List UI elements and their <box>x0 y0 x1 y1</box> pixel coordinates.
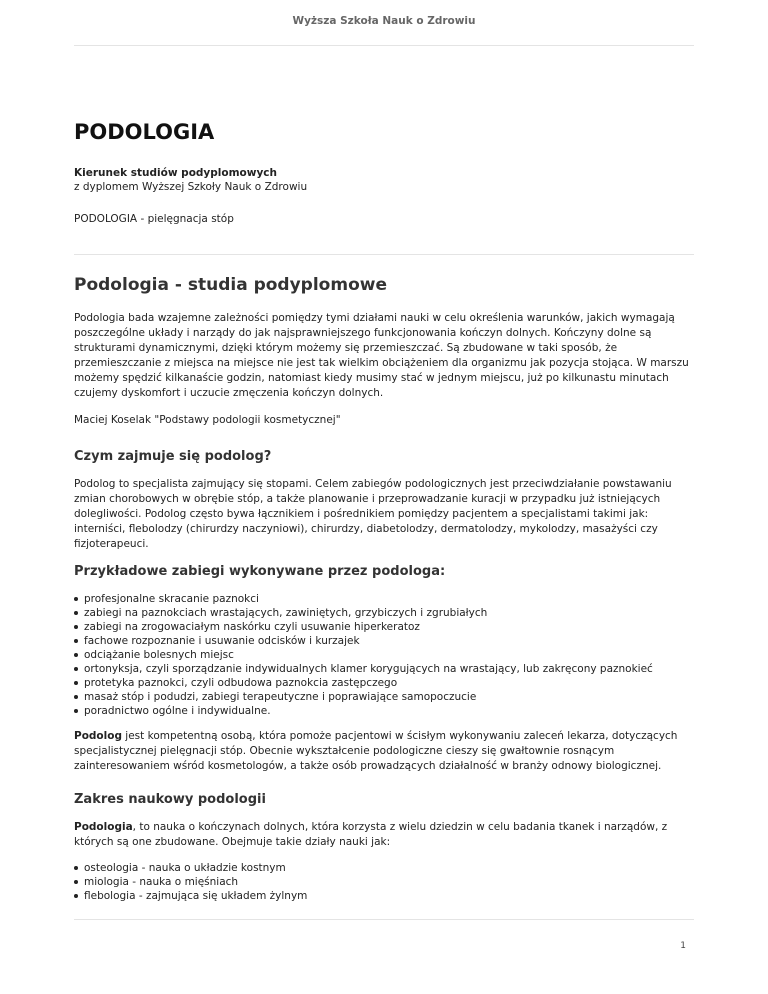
bullet-icon <box>74 625 78 629</box>
list-item: zabiegi na zrogowaciałym naskórku czyli usuwanie hiperkeratoz <box>74 620 694 634</box>
podolog-description: jest kompetentną osobą, która pomoże pacjentowi w ścisłym wykonywaniu zaleceń lekarza, dotyczących specjalistycznej pielęgnacji stóp. Obecnie wykształcenie podologiczne cieszy się gwałtownie rosnącym zainteresowaniem wśród kosmetologów, a także osób prowadzących działalność w branży odnowy biologicznej. <box>74 730 678 772</box>
page-title: PODOLOGIA <box>74 120 215 144</box>
intro-paragraph: Podologia bada wzajemne zależności pomiędzy tymi działami nauki w celu określenia warunków, jakich wymagają poszczególne układy i narządy do jak najsprawniejszego funkcjonowania kończyn dolnych. Kończyny dolne są strukturami dynamicznymi, dzięki którym możemy się przemieszczać. Są zbudowane w taki sposób, że przemieszczanie z miejsca na miejsce nie jest tak wielkim obciążeniem dla organizmu jak pozycja stojąca. W marszu możemy spędzić kilkanaście godzin, natomiast kiedy musimy stać w jednym miejscu, już po kilkunastu minutach czujemy dyskomfort i uczucie zmęczenia kończyn dolnych. <box>74 312 689 399</box>
list-item: masaż stóp i podudzi, zabiegi terapeutyczne i poprawiające samopoczucie <box>74 690 694 704</box>
tagline: PODOLOGIA - pielęgnacja stóp <box>74 213 234 225</box>
podolog-paragraph <box>74 729 694 774</box>
bullet-icon <box>74 639 78 643</box>
list-item: osteologia - nauka o układzie kostnym <box>74 861 694 875</box>
section-heading-main: Podologia - studia podyplomowe <box>74 275 387 295</box>
bullet-icon <box>74 695 78 699</box>
treatments-list <box>74 592 694 718</box>
diploma-note: z dyplomem Wyższej Szkoły Nauk o Zdrowiu <box>74 181 308 193</box>
school-name: Wyższa Szkoła Nauk o Zdrowiu <box>292 15 476 27</box>
program-type: Kierunek studiów podyplomowych <box>74 167 277 179</box>
section-divider <box>74 254 694 255</box>
bullet-icon <box>74 880 78 884</box>
podolog-term: Podolog <box>74 730 122 742</box>
podologia-term: Podologia <box>74 821 133 833</box>
section-heading-examples: Przykładowe zabiegi wykonywane przez podologa: <box>74 564 446 579</box>
list-item: miologia - nauka o mięśniach <box>74 875 694 889</box>
section-heading-scope: Zakres naukowy podologii <box>74 792 266 807</box>
list-item: profesjonalne skracanie paznokci <box>74 592 694 606</box>
scope-description: , to nauka o kończynach dolnych, która korzysta z wielu dziedzin w celu badania tkanek i narządów, z których są one zbudowane. Obejmuje takie działy nauki jak: <box>74 821 668 848</box>
list-item: fachowe rozpoznanie i usuwanie odcisków i kurzajek <box>74 634 694 648</box>
bullet-icon <box>74 894 78 898</box>
quote-source: Maciej Koselak "Podstawy podologii kosmetycznej" <box>74 414 341 426</box>
list-item: poradnictwo ogólne i indywidualne. <box>74 704 694 718</box>
list-item: protetyka paznokci, czyli odbudowa paznokcia zastępczego <box>74 676 694 690</box>
list-item: odciążanie bolesnych miejsc <box>74 648 694 662</box>
bullet-icon <box>74 611 78 615</box>
bullet-icon <box>74 681 78 685</box>
bullet-icon <box>74 653 78 657</box>
page-number: 1 <box>680 941 686 951</box>
list-item: flebologia - zajmująca się układem żylnym <box>74 889 694 903</box>
section-heading-what: Czym zajmuje się podolog? <box>74 449 272 464</box>
footer-divider <box>74 919 694 920</box>
bullet-icon <box>74 866 78 870</box>
bullet-icon <box>74 709 78 713</box>
document-page <box>74 0 694 994</box>
bullet-icon <box>74 597 78 601</box>
bullet-icon <box>74 667 78 671</box>
list-item: zabiegi na paznokciach wrastających, zawiniętych, grzybiczych i zgrubiałych <box>74 606 694 620</box>
what-paragraph: Podolog to specjalista zajmujący się stopami. Celem zabiegów podologicznych jest przeciwdziałanie powstawaniu zmian chorobowych w obrębie stóp, a także planowanie i przeprowadzanie kuracji w przypadku już istniejących dolegliwości. Podolog często bywa łącznikiem i pośrednikiem pomiędzy pacjentem a specjalistami takimi jak: interniści, flebolodzy (chirurdzy naczyniowi), chirurdzy, diabetolodzy, dermatolodzy, mykolodzy, masażyści czy fizjoterapeuci. <box>74 478 672 550</box>
list-item: ortonyksja, czyli sporządzanie indywidualnych klamer korygujących na wrastający, lub zakręcony paznokieć <box>74 662 694 676</box>
scope-paragraph <box>74 820 694 850</box>
science-branches-list <box>74 861 694 903</box>
running-header <box>74 0 694 46</box>
